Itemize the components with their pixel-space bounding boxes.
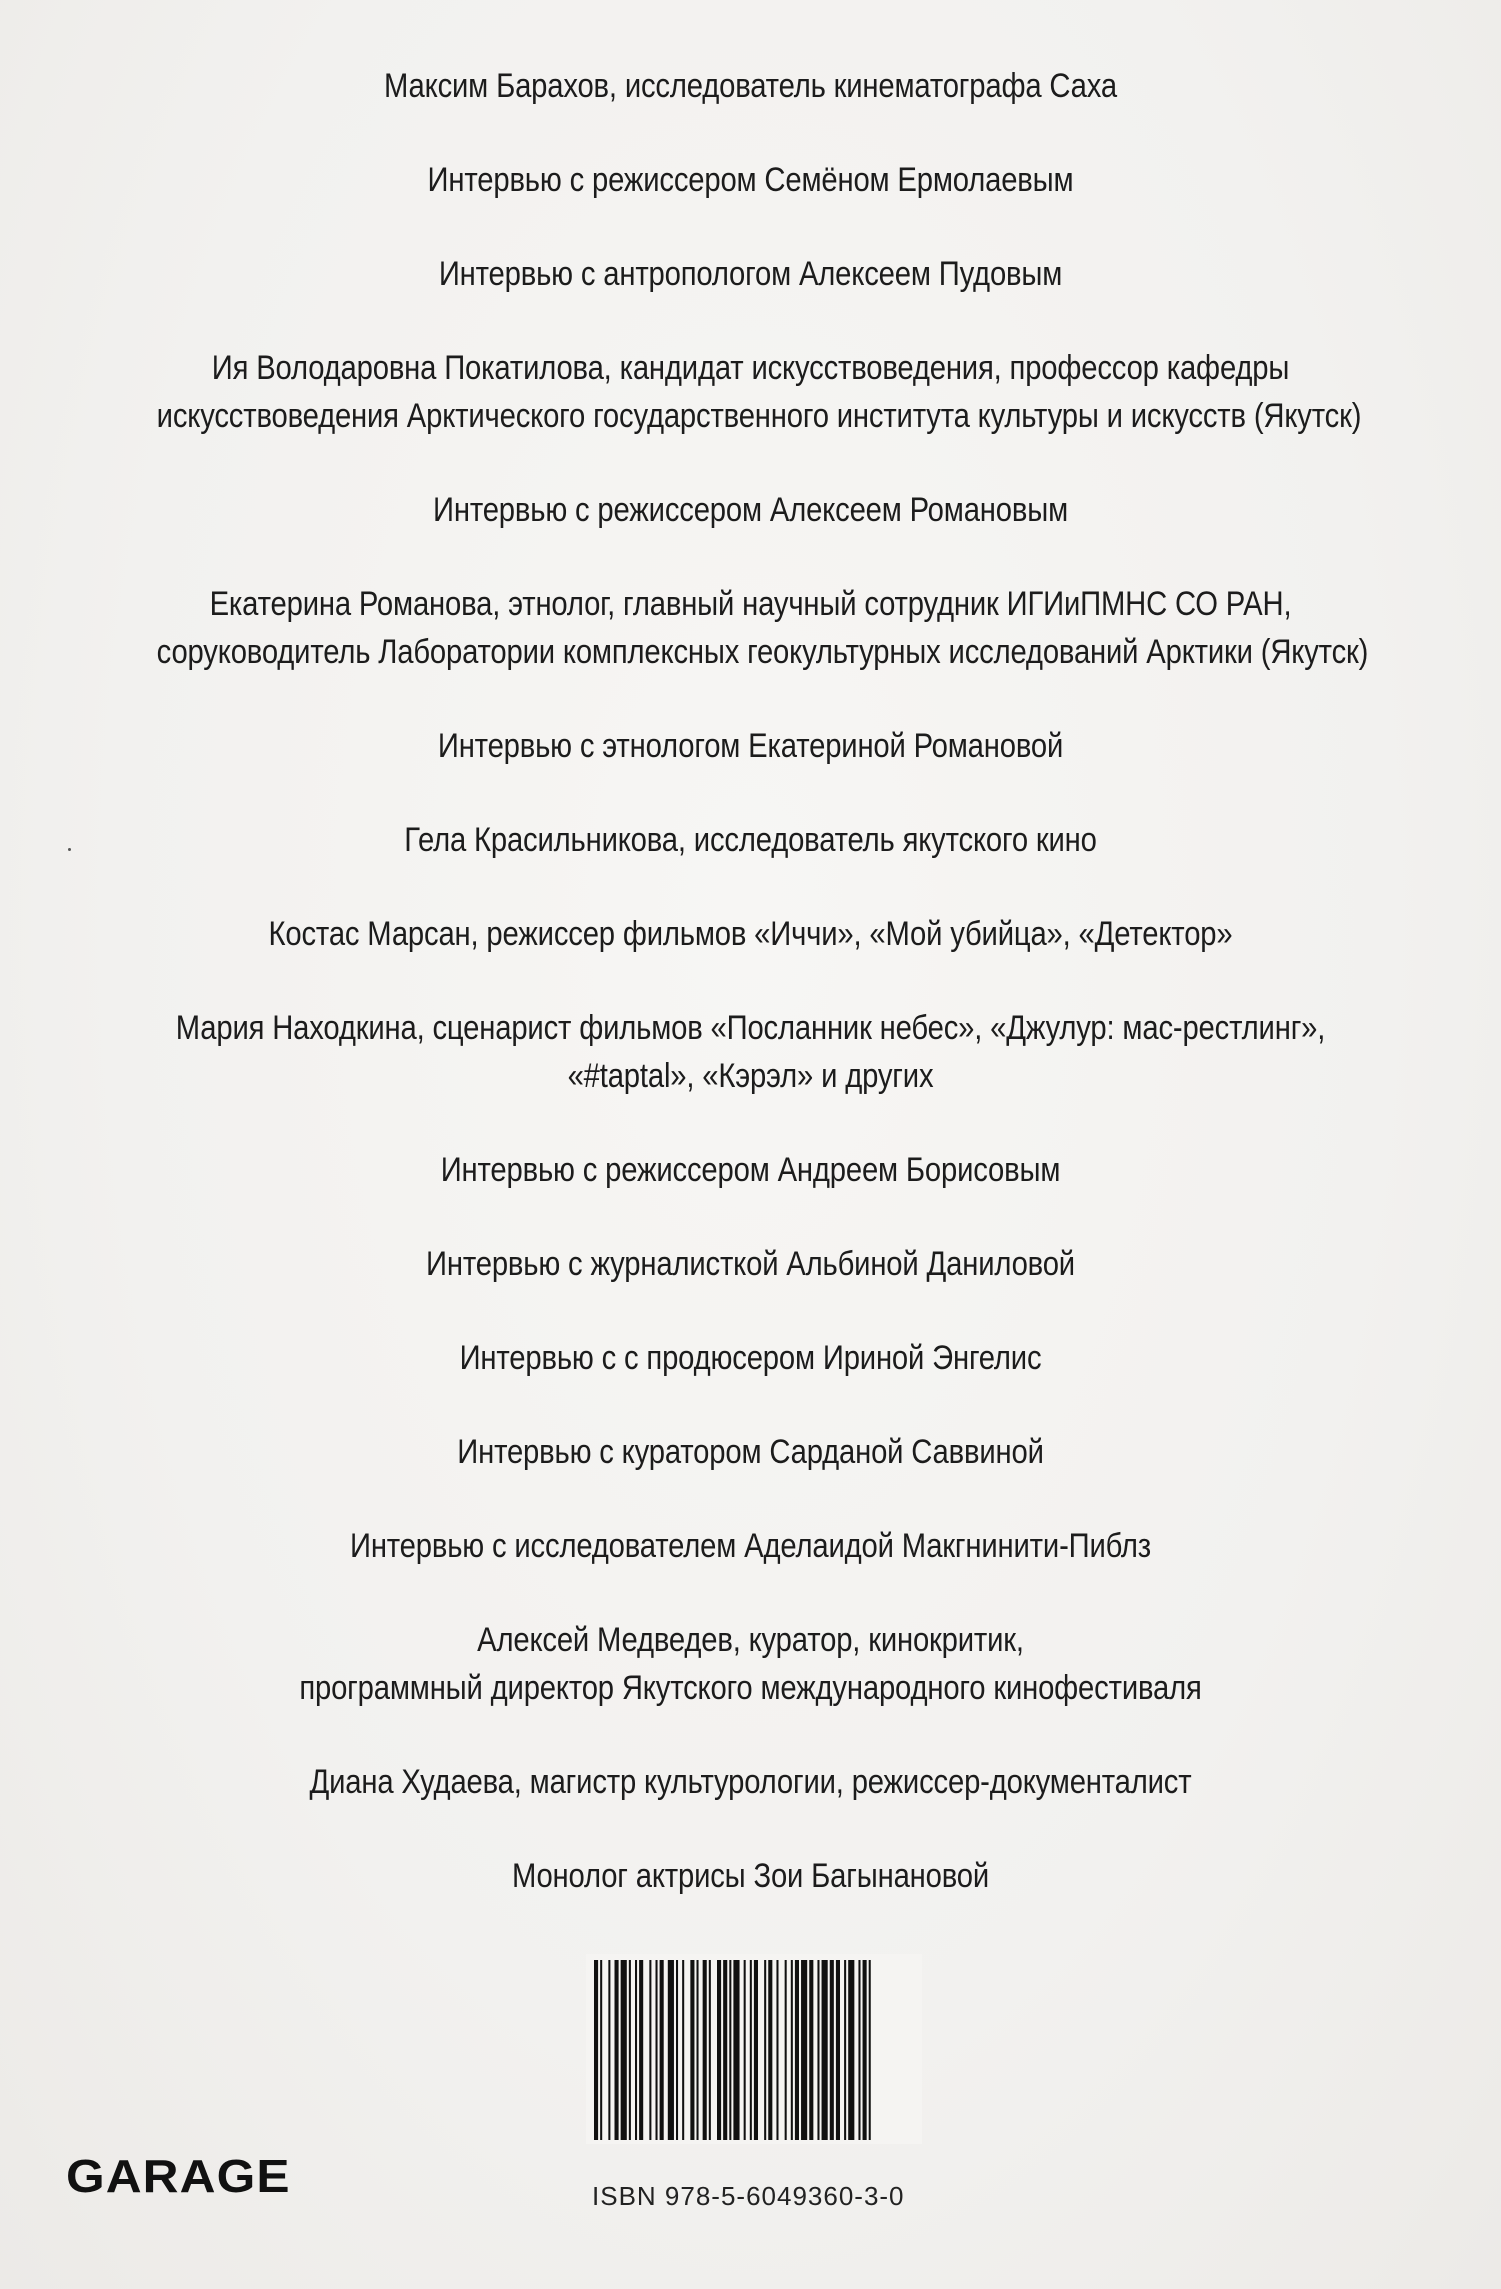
barcode-bar xyxy=(717,1960,721,2140)
entry-line: Мария Находкина, сценарист фильмов «Посланник небес», «Джулур: мас-рестлинг», xyxy=(175,1009,1326,1047)
entry-line: Интервью с антропологом Алексеем Пудовым xyxy=(438,255,1063,293)
entry-line: Интервью с режиссером Семёном Ермолаевым xyxy=(427,161,1074,199)
barcode-bar xyxy=(703,1960,707,2140)
entry-line: Диана Худаева, магистр культурологии, режиссер-документалист xyxy=(309,1763,1192,1801)
entry-line: Интервью с с продюсером Ириной Энгелис xyxy=(459,1339,1042,1377)
barcode-bar xyxy=(682,1960,684,2140)
barcode-graphic xyxy=(586,1954,922,2144)
barcode-bar xyxy=(764,1960,766,2140)
barcode-bar xyxy=(668,1960,674,2140)
entry-line: Алексей Медведев, куратор, кинокритик, xyxy=(477,1621,1024,1659)
entry-line: Интервью с режиссером Алексеем Романовым xyxy=(432,491,1069,529)
contents-entry xyxy=(60,1758,1441,1806)
barcode-bar xyxy=(709,1960,711,2140)
barcode-bar xyxy=(830,1960,834,2140)
contents-entry xyxy=(60,1852,1441,1900)
barcode-bar xyxy=(660,1960,664,2140)
contents-entry xyxy=(60,250,1441,298)
entry-line: Монолог актрисы Зои Багынановой xyxy=(511,1857,990,1895)
barcode-bar xyxy=(795,1960,799,2140)
barcode-bar xyxy=(822,1960,828,2140)
barcode-bar xyxy=(608,1960,610,2140)
barcode-bar xyxy=(768,1960,772,2140)
entry-line: Ия Володаровна Покатилова, кандидат искусствоведения, профессор кафедры xyxy=(211,349,1290,387)
barcode-bar xyxy=(754,1960,758,2140)
contents-entry xyxy=(60,1004,1441,1100)
barcode-bar xyxy=(869,1960,871,2140)
barcode-bar xyxy=(621,1960,627,2140)
barcode-bar xyxy=(844,1960,846,2140)
barcode-bar xyxy=(690,1960,694,2140)
contents-entry xyxy=(60,816,1441,864)
barcode-bar xyxy=(676,1960,678,2140)
barcode-bar xyxy=(600,1960,602,2140)
print-speck xyxy=(68,848,71,851)
garage-publisher-logo: GARAGE xyxy=(66,2150,291,2202)
barcode-bar xyxy=(744,1960,746,2140)
barcode-bar xyxy=(594,1960,598,2140)
contents-entry xyxy=(60,344,1441,440)
isbn-number: ISBN 978-5-6049360-3-0 xyxy=(592,2181,905,2211)
contents-entry xyxy=(60,156,1441,204)
barcode-bar xyxy=(801,1960,807,2140)
barcode-bar xyxy=(785,1960,787,2140)
barcode-bar xyxy=(615,1960,619,2140)
entry-line: Интервью с режиссером Андреем Борисовым xyxy=(440,1151,1061,1189)
contents-entry xyxy=(60,62,1441,110)
entry-line: программный директор Якутского международного кинофестиваля xyxy=(299,1669,1202,1707)
contents-entry xyxy=(60,580,1441,676)
barcode-bar xyxy=(750,1960,752,2140)
barcode-bar xyxy=(776,1960,778,2140)
entry-line: Интервью с этнологом Екатериной Романовой xyxy=(437,727,1064,765)
barcode-bar xyxy=(723,1960,727,2140)
contents-entry xyxy=(60,1428,1441,1476)
barcode-bar xyxy=(629,1960,631,2140)
contents-entry xyxy=(60,1522,1441,1570)
barcode-bar xyxy=(733,1960,739,2140)
contents-entry xyxy=(60,1240,1441,1288)
entry-line: Екатерина Романова, этнолог, главный научный сотрудник ИГИиПМНС СО РАН, xyxy=(209,585,1292,623)
entry-line: Максим Барахов, исследователь кинематографа Саха xyxy=(384,67,1117,105)
barcode-bar xyxy=(848,1960,854,2140)
entry-line: «#taptal», «Кэрэл» и других xyxy=(567,1057,934,1095)
entry-line: Костас Марсан, режиссер фильмов «Иччи», «Мой убийца», «Детектор» xyxy=(268,915,1233,953)
entry-line: Интервью с куратором Сарданой Саввиной xyxy=(457,1433,1044,1471)
barcode-bar xyxy=(836,1960,840,2140)
barcode-bar xyxy=(858,1960,860,2140)
entry-line: искусствоведения Арктического государственного института культуры и искусств (Якутск) xyxy=(156,397,1362,435)
barcode-bar xyxy=(729,1960,731,2140)
entry-line: Интервью с журналисткой Альбиной Даниловой xyxy=(426,1245,1075,1283)
contents-entry xyxy=(60,722,1441,770)
contents-entry xyxy=(60,1616,1441,1712)
barcode-bar xyxy=(817,1960,819,2140)
barcode-bar xyxy=(697,1960,699,2140)
barcode-bar xyxy=(639,1960,643,2140)
contents-entry xyxy=(60,1146,1441,1194)
barcode-bar xyxy=(863,1960,867,2140)
barcode-bar xyxy=(656,1960,658,2140)
barcode-bar xyxy=(649,1960,651,2140)
entry-line: Гела Красильникова, исследователь якутского кино xyxy=(404,821,1097,859)
entry-line: соруководитель Лаборатории комплексных геокультурных исследований Арктики (Якутск) xyxy=(156,633,1369,671)
contents-entry xyxy=(60,486,1441,534)
entry-line: Интервью с исследователем Аделаидой Макгнинити-Пиблз xyxy=(349,1527,1152,1565)
isbn-barcode xyxy=(586,1954,922,2144)
barcode-bar xyxy=(635,1960,637,2140)
contents-list xyxy=(60,62,1441,1946)
contents-entry xyxy=(60,1334,1441,1382)
contents-entry xyxy=(60,910,1441,958)
barcode-bar xyxy=(791,1960,793,2140)
barcode-bar xyxy=(809,1960,813,2140)
